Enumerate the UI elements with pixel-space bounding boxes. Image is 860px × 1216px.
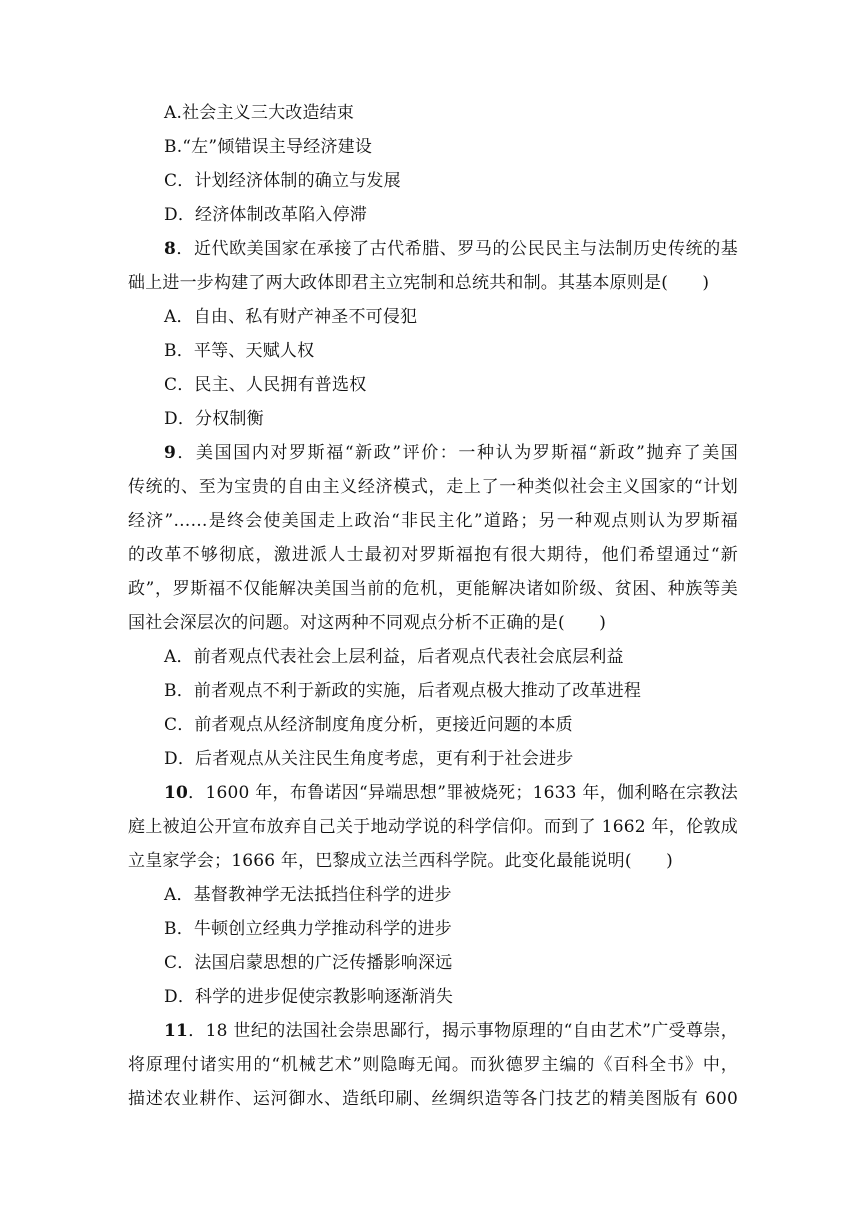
q9-option-b: B．前者观点不利于新政的实施，后者观点极大推动了改革进程 xyxy=(164,681,642,701)
q8-stem-line-2: 础上进一步构建了两大政体即君主立宪制和总统共和制。其基本原则是( ) xyxy=(128,273,710,293)
q9-option-d: D．后者观点从关注民生角度考虑，更有利于社会进步 xyxy=(164,749,574,769)
q8-option-a: A．自由、私有财产神圣不可侵犯 xyxy=(164,307,418,327)
q11-number: 11 xyxy=(164,1021,189,1041)
q10-option-a: A．基督教神学无法抵挡住科学的进步 xyxy=(164,885,452,905)
q8-option-c: C．民主、人民拥有普选权 xyxy=(164,375,367,395)
q9-number: 9 xyxy=(164,443,177,463)
document-page xyxy=(128,96,738,1116)
q9-option-a: A．前者观点代表社会上层利益，后者观点代表社会底层利益 xyxy=(164,647,624,667)
q7-option-b: B.“左”倾错误主导经济建设 xyxy=(164,137,373,157)
q8-option-b: B．平等、天赋人权 xyxy=(164,341,315,361)
q10-stem-line-1 xyxy=(128,776,738,810)
q7-option-a: A.社会主义三大改造结束 xyxy=(164,103,355,123)
q11-stem-line-1 xyxy=(128,1014,738,1048)
q9-stem-line-2: 传统的、至为宝贵的自由主义经济模式，走上了一种类似社会主义国家的“计划 xyxy=(128,477,738,497)
q10-option-c: C．法国启蒙思想的广泛传播影响深远 xyxy=(164,953,453,973)
q9-stem-line-1 xyxy=(128,436,738,470)
q9-stem-line-6: 国社会深层次的问题。对这两种不同观点分析不正确的是( ) xyxy=(128,613,607,633)
q11-stem-text-1: ．18 世纪的法国社会崇思鄙行，揭示事物原理的“自由艺术”广受尊崇， xyxy=(188,1021,738,1041)
q8-option-d: D．分权制衡 xyxy=(164,409,264,429)
q10-option-b: B．牛顿创立经典力学推动科学的进步 xyxy=(164,919,452,939)
q9-stem-text-1: ．美国国内对罗斯福“新政”评价：一种认为罗斯福“新政”抛弃了美国 xyxy=(176,443,738,463)
q9-stem-line-5: 政”，罗斯福不仅能解决美国当前的危机，更能解决诸如阶级、贫困、种族等美 xyxy=(128,579,738,599)
q9-stem-line-3: 经济”……是终会使美国走上政治“非民主化”道路；另一种观点则认为罗斯福 xyxy=(128,511,738,531)
q11-stem-line-2: 将原理付诸实用的“机械艺术”则隐晦无闻。而狄德罗主编的《百科全书》中， xyxy=(128,1055,738,1075)
q10-stem-line-2: 庭上被迫公开宣布放弃自己关于地动学说的科学信仰。而到了 1662 年，伦敦成 xyxy=(128,817,738,837)
q10-option-d: D．科学的进步促使宗教影响逐渐消失 xyxy=(164,987,454,1007)
q10-stem-text-1: ．1600 年，布鲁诺因“异端思想”罪被烧死；1633 年，伽利略在宗教法 xyxy=(188,783,738,803)
q10-number: 10 xyxy=(164,783,189,803)
q9-option-c: C．前者观点从经济制度角度分析，更接近问题的本质 xyxy=(164,715,573,735)
q8-stem-text-1: ．近代欧美国家在承接了古代希腊、罗马的公民民主与法制历史传统的基 xyxy=(176,239,738,259)
q10-stem-line-3: 立皇家学会；1666 年，巴黎成立法兰西科学院。此变化最能说明( ) xyxy=(128,851,673,871)
q8-number: 8 xyxy=(164,239,177,259)
q11-stem-line-3: 描述农业耕作、运河御水、造纸印刷、丝绸织造等各门技艺的精美图版有 600 xyxy=(128,1089,738,1109)
q7-option-c: C．计划经济体制的确立与发展 xyxy=(164,171,401,191)
q9-stem-line-4: 的改革不够彻底，激进派人士最初对罗斯福抱有很大期待，他们希望通过“新 xyxy=(128,545,738,565)
q8-stem-line-1 xyxy=(128,232,738,266)
q7-option-d: D．经济体制改革陷入停滞 xyxy=(164,205,368,225)
